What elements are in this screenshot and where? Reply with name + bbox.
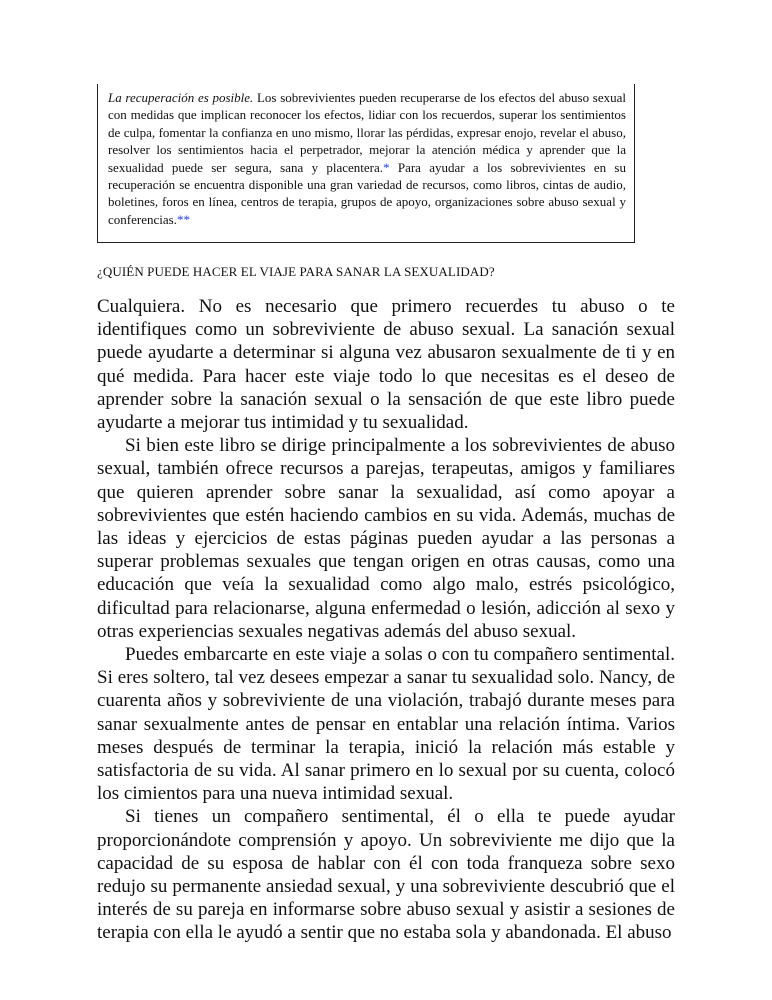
- callout-text-2: Para ayudar a los sobrevivientes en su recuperación se encuentra disponible una gran variedad de recursos, como libros, cintas de audio, boletines, foros en línea, centros de terapia, grupos de apoyo, organizaciones sobre abuso sexual y conferencias.: [108, 159, 626, 227]
- paragraph: Si tienes un compañero sentimental, él o ella te puede ayudar proporcionándote comprensión y apoyo. Un sobreviviente me dijo que la capacidad de su esposa de hablar con él con toda franqueza sobre sexo redujo su permanente ansiedad sexual, y una sobreviviente descubrió que el interés de su pareja en informarse sobre abuso sexual y asistir a sesiones de terapia con ella le ayudó a sentir que no estaba sola y abandonada. El abuso: [97, 806, 675, 944]
- callout-lead: La recuperación es posible.: [108, 90, 254, 105]
- body-text: [97, 295, 675, 945]
- paragraph: Puedes embarcarte en este viaje a solas o con tu compañero sentimental. Si eres soltero, tal vez desees empezar a sanar tu sexualidad solo. Nancy, de cuarenta años y sobreviviente de una violación, trabajó durante meses para sanar sexualmente antes de pensar en entablar una relación íntima. Varios meses después de terminar la terapia, inició la relación más estable y satisfactoria de su vida. Al sanar primero en lo sexual por su cuenta, colocó los cimientos para una nueva intimidad sexual.: [97, 644, 675, 805]
- paragraph: Cualquiera. No es necesario que primero recuerdes tu abuso o te identifiques como un sobreviviente de abuso sexual. La sanación sexual puede ayudarte a determinar si alguna vez abusaron sexualmente de ti y en qué medida. Para hacer este viaje todo lo que necesitas es el deseo de aprender sobre la sanación sexual o la sensación de que este libro puede ayudarte a mejorar tus intimidad y tu sexualidad.: [97, 296, 675, 434]
- callout-text-1: Los sobrevivientes pueden recuperarse de los efectos del abuso sexual con medidas que implican reconocer los efectos, lidiar con los recuerdos, superar los sentimientos de culpa, fomentar la confianza en uno mismo, llorar las pérdidas, expresar enojo, revelar el abuso, resolver los sentimientos hacia el perpetrador, mejorar la atención médica y aprender que la sexualidad puede ser segura, sana y placentera.: [108, 90, 626, 175]
- footnote-mark-1[interactable]: *: [383, 159, 390, 175]
- section-heading: ¿QUIÉN PUEDE HACER EL VIAJE PARA SANAR LA SEXUALIDAD?: [97, 264, 495, 279]
- footnote-mark-2[interactable]: **: [176, 211, 190, 227]
- paragraph: Si bien este libro se dirige principalmente a los sobrevivientes de abuso sexual, también ofrece recursos a parejas, terapeutas, amigos y familiares que quieren aprender sobre sanar la sexualidad, así como apoyar a sobrevivientes que estén haciendo cambios en su vida. Además, muchas de las ideas y ejercicios de estas páginas pueden ayudar a las personas a superar problemas sexuales que tengan origen en otras causas, como una educación que veía la sexualidad como algo malo, estrés psicológico, dificultad para relacionarse, alguna enfermedad o lesión, adicción al sexo y otras experiencias sexuales negativas además del abuso sexual.: [97, 435, 675, 642]
- callout-box: [97, 84, 635, 243]
